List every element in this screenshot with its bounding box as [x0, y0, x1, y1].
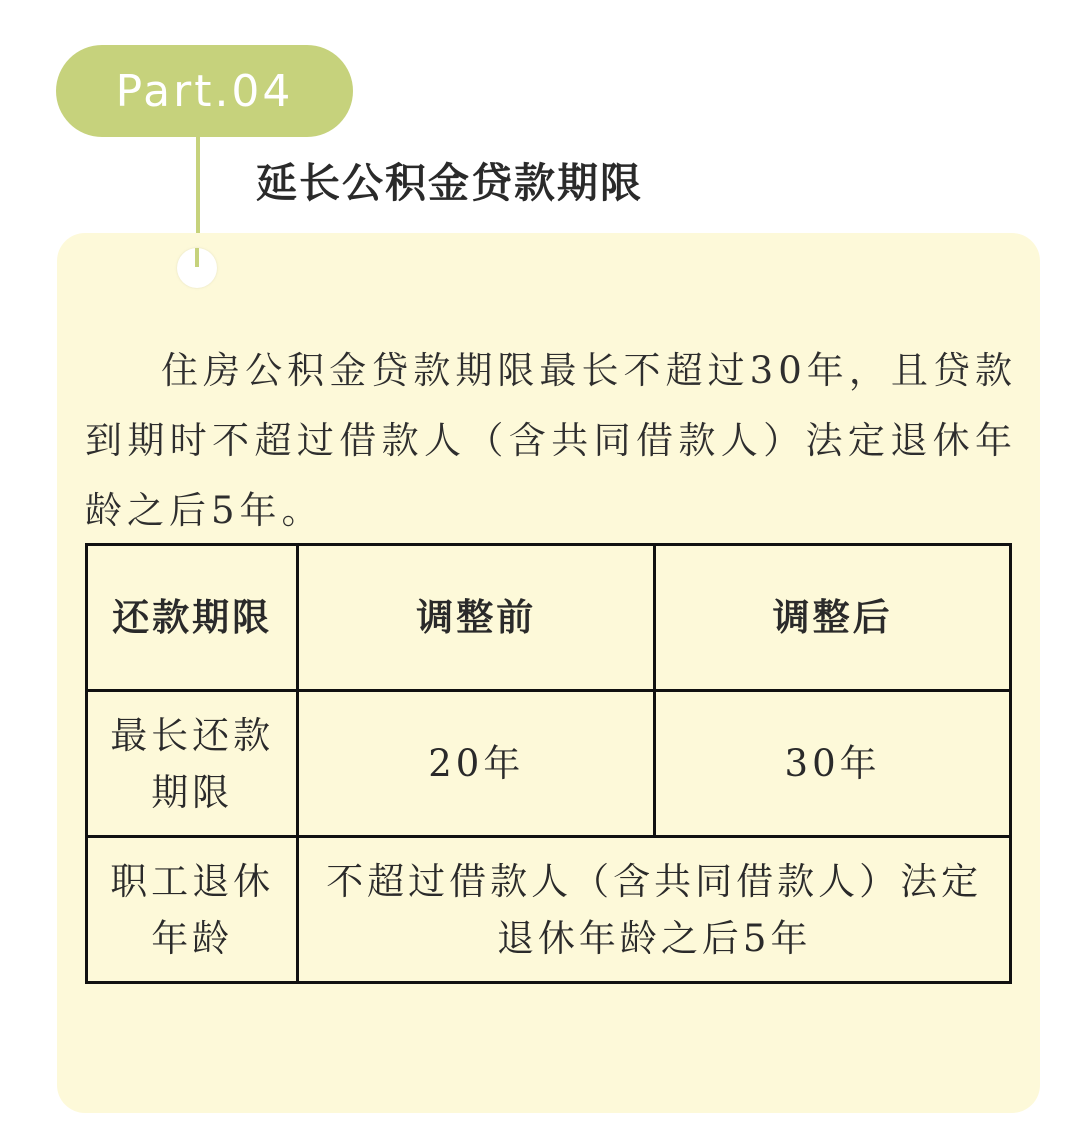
header-cell-term: 还款期限: [87, 545, 298, 691]
row-label-max-term: 最长还款期限: [87, 691, 298, 837]
policy-paragraph: 住房公积金贷款期限最长不超过30年，且贷款到期时不超过借款人（含共同借款人）法定退休年龄之后5年。: [85, 349, 1017, 532]
header-cell-after: 调整后: [655, 545, 1011, 691]
connector-dot: [177, 248, 217, 288]
section-title: 延长公积金贷款期限: [256, 159, 643, 207]
table-row: [87, 691, 1011, 837]
cell-retirement-rule: 不超过借款人（含共同借款人）法定退休年龄之后5年: [298, 837, 1011, 983]
row-label-retirement-age: 职工退休年龄: [87, 837, 298, 983]
table-header-row: [87, 545, 1011, 691]
cell-before-value: 20年: [298, 691, 655, 837]
cell-after-value: 30年: [655, 691, 1011, 837]
header-cell-before: 调整前: [298, 545, 655, 691]
table-row: [87, 837, 1011, 983]
part-badge: Part.04: [56, 45, 353, 137]
loan-term-table: [85, 543, 1012, 984]
